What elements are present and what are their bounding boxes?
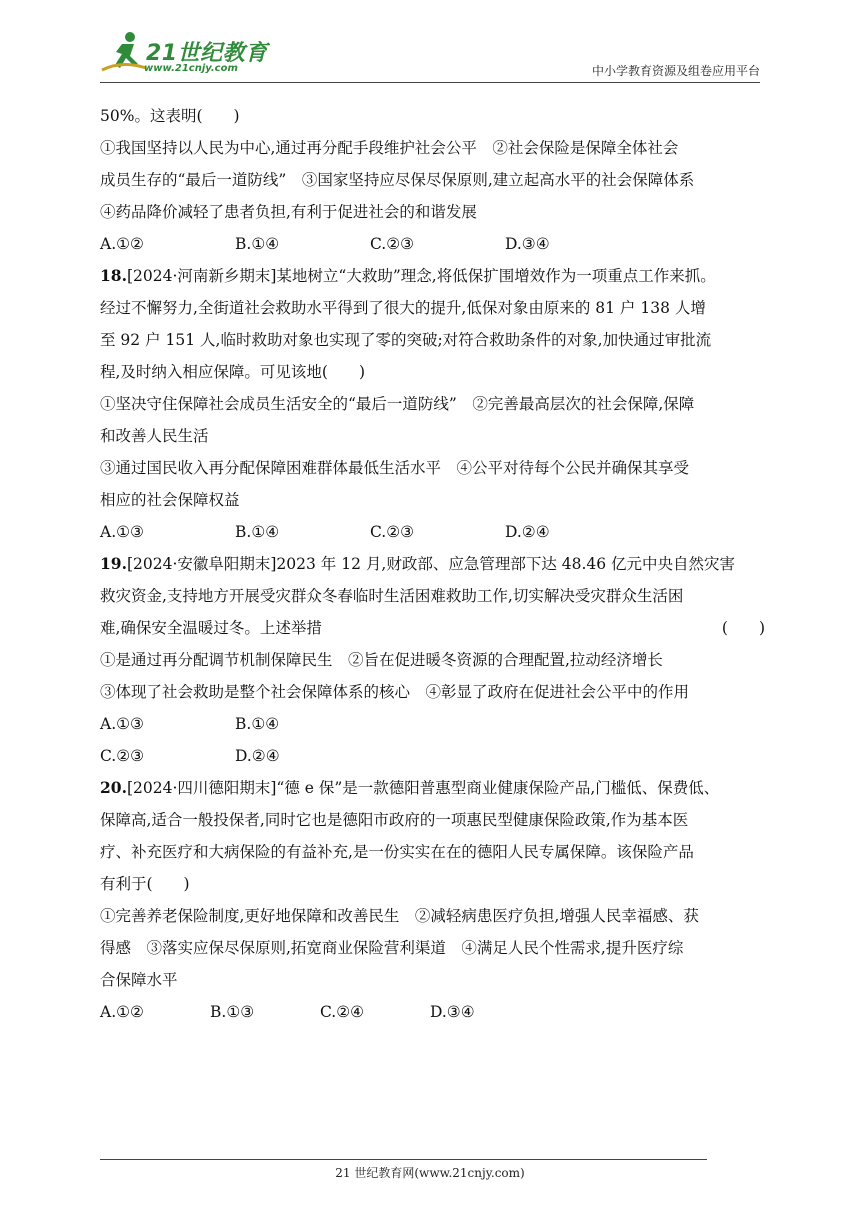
option-b[interactable]: B.①④ (235, 523, 280, 541)
q18-stem-line: 经过不懈努力,全街道社会救助水平得到了很大的提升,低保对象由原来的 81 户 138 人增 (100, 299, 706, 317)
q19-stem-line (100, 548, 765, 580)
option-a[interactable]: A.①② (100, 1003, 144, 1021)
page-header (100, 30, 760, 84)
q17-statement-line: 成员生存的“最后一道防线” ③国家坚持应尽保尽保原则,建立起高水平的社会保障体系 (100, 171, 695, 189)
option-c[interactable]: C.②③ (370, 235, 415, 253)
q19-stem-line: 救灾资金,支持地方开展受灾群众冬春临时生活困难救助工作,切实解决受灾群众生活困 (100, 587, 684, 605)
q20-stem-line: 有利于( ) (100, 875, 190, 893)
option-b[interactable]: B.①④ (235, 235, 280, 253)
q20-statement-line: ①完善养老保险制度,更好地保障和改善民生 ②减轻病患医疗负担,增强人民幸福感、获 (100, 907, 699, 925)
q18-options (100, 516, 765, 548)
q20-statement-line: 得感 ③落实应保尽保原则,拓宽商业保险营利渠道 ④满足人民个性需求,提升医疗综 (100, 939, 684, 957)
q19-stem-line (100, 612, 765, 644)
q20-stem-line (100, 772, 765, 804)
q20-options (100, 996, 765, 1028)
option-c[interactable]: C.②③ (100, 747, 145, 765)
q19-statement-line: ①是通过再分配调节机制保障民生 ②旨在促进暖冬资源的合理配置,拉动经济增长 (100, 651, 663, 669)
q18-stem-text: [2024·河南新乡期末]某地树立“大救助”理念,将低保扩围增效作为一项重点工作来抓。 (126, 267, 716, 285)
runner-logo-icon (100, 30, 150, 76)
footer-divider (100, 1159, 707, 1160)
option-c[interactable]: C.②④ (320, 1003, 365, 1021)
option-a[interactable]: A.①③ (100, 715, 144, 733)
page-footer: 21 世纪教育网(www.21cnjy.com) (335, 1166, 525, 1180)
q20-stem-text: [2024·四川德阳期末]“德 e 保”是一款德阳普惠型商业健康保险产品,门槛低、保费低、 (126, 779, 720, 797)
q17-statement-line: ①我国坚持以人民为中心,通过再分配手段维护社会公平 ②社会保险是保障全体社会 (100, 139, 679, 157)
q18-statement-line: 相应的社会保障权益 (100, 491, 240, 509)
q18-statement-line: ①坚决守住保障社会成员生活安全的“最后一道防线” ②完善最高层次的社会保障,保障 (100, 395, 695, 413)
option-d[interactable]: D.③④ (505, 235, 550, 253)
q18-statement-line: ③通过国民收入再分配保障困难群体最低生活水平 ④公平对待每个公民并确保其享受 (100, 459, 690, 477)
q17-options (100, 228, 765, 260)
q19-statement-line: ③体现了社会救助是整个社会保障体系的核心 ④彰显了政府在促进社会公平中的作用 (100, 683, 690, 701)
q19-number: 19. (100, 554, 127, 573)
q17-statement-line: ④药品降价减轻了患者负担,有利于促进社会的和谐发展 (100, 203, 477, 221)
q20-number: 20. (100, 778, 127, 797)
option-d[interactable]: D.②④ (505, 523, 550, 541)
q19-stem-text: 难,确保安全温暖过冬。上述举措 (100, 619, 322, 637)
logo (100, 30, 270, 78)
q17-stem-tail: 50%。这表明( ) (100, 107, 240, 125)
option-a[interactable]: A.①③ (100, 523, 144, 541)
option-d[interactable]: D.③④ (430, 1003, 475, 1021)
q18-number: 18. (100, 266, 127, 285)
q18-stem-line: 至 92 户 151 人,临时救助对象也实现了零的突破;对符合救助条件的对象,加快通过审批流 (100, 331, 712, 349)
q19-options-row (100, 708, 765, 740)
header-platform-text: 中小学教育资源及组卷应用平台 (591, 64, 760, 78)
header-divider (100, 82, 760, 83)
q18-stem-line: 程,及时纳入相应保障。可见该地( ) (100, 363, 366, 381)
q19-stem-text: [2024·安徽阜阳期末]2023 年 12 月,财政部、应急管理部下达 48.46 亿元中央自然灾害 (126, 555, 736, 573)
answer-parenthesis: ( ) (721, 619, 765, 637)
q18-stem-line (100, 260, 765, 292)
option-b[interactable]: B.①④ (235, 715, 280, 733)
option-d[interactable]: D.②④ (235, 747, 280, 765)
logo-text: 21世纪教育 (146, 41, 268, 66)
option-c[interactable]: C.②③ (370, 523, 415, 541)
q19-options-row (100, 740, 765, 772)
q20-stem-line: 保障高,适合一般投保者,同时它也是德阳市政府的一项惠民型健康保险政策,作为基本医 (100, 811, 689, 829)
question-content (100, 100, 765, 1028)
q18-statement-line: 和改善人民生活 (100, 427, 209, 445)
q20-stem-line: 疗、补充医疗和大病保险的有益补充,是一份实实在在的德阳人民专属保障。该保险产品 (100, 843, 694, 861)
q20-statement-line: 合保障水平 (100, 971, 178, 989)
logo-url: www.21cnjy.com (144, 63, 238, 74)
option-b[interactable]: B.①③ (210, 1003, 255, 1021)
option-a[interactable]: A.①② (100, 235, 144, 253)
